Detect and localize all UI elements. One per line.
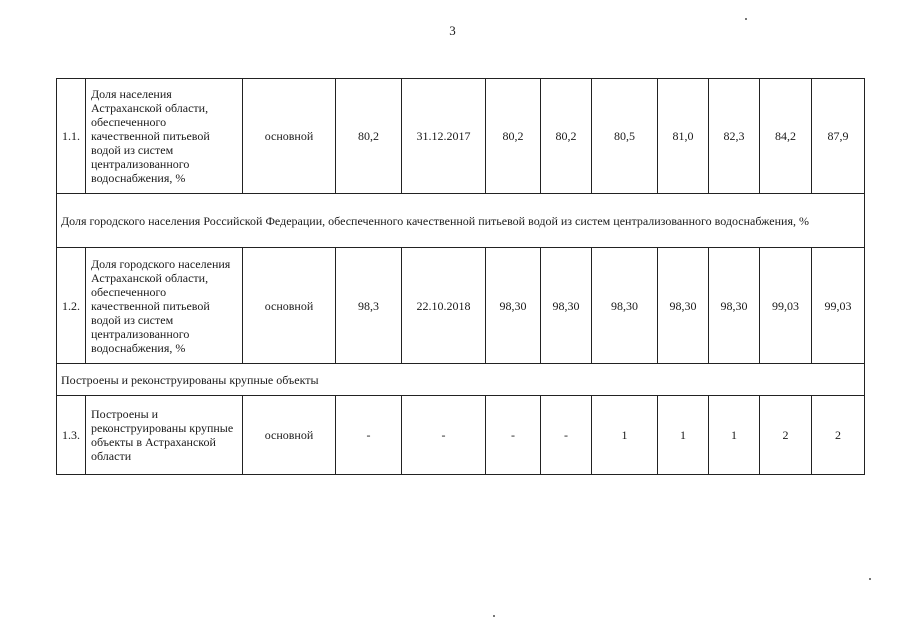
base-date: - (402, 396, 486, 475)
indicator-type: основной (243, 248, 336, 364)
year-value: 1 (709, 396, 760, 475)
scan-speck (869, 578, 871, 580)
base-date: 22.10.2018 (402, 248, 486, 364)
year-value: 98,30 (658, 248, 709, 364)
year-value: 98,30 (486, 248, 541, 364)
table-row (57, 248, 865, 364)
row-number: 1.1. (57, 79, 86, 194)
year-value: 81,0 (658, 79, 709, 194)
year-value: 1 (592, 396, 658, 475)
section-title: Построены и реконструированы крупные объекты (57, 364, 865, 396)
section-title: Доля городского населения Российской Федерации, обеспеченного качественной питьевой водой из систем централизованного водоснабжения, % (57, 194, 865, 248)
year-value: 80,2 (486, 79, 541, 194)
row-number: 1.2. (57, 248, 86, 364)
year-value: 82,3 (709, 79, 760, 194)
year-value: 2 (760, 396, 812, 475)
year-value: - (486, 396, 541, 475)
scan-speck (745, 18, 747, 20)
row-number: 1.3. (57, 396, 86, 475)
base-date: 31.12.2017 (402, 79, 486, 194)
year-value: 99,03 (812, 248, 865, 364)
year-value: 80,2 (541, 79, 592, 194)
section-row (57, 194, 865, 248)
year-value: 80,5 (592, 79, 658, 194)
year-value: - (541, 396, 592, 475)
year-value: 98,30 (709, 248, 760, 364)
indicator-type: основной (243, 79, 336, 194)
indicator-type: основной (243, 396, 336, 475)
table-row (57, 79, 865, 194)
indicator-name: Доля городского населения Астраханской области, обеспеченного качественной питьевой водой из систем централизованного водоснабжения, % (86, 248, 243, 364)
year-value: 99,03 (760, 248, 812, 364)
year-value: 84,2 (760, 79, 812, 194)
year-value: 1 (658, 396, 709, 475)
year-value: 87,9 (812, 79, 865, 194)
base-value: - (336, 396, 402, 475)
year-value: 98,30 (592, 248, 658, 364)
year-value: 2 (812, 396, 865, 475)
page-number: 3 (449, 23, 456, 38)
base-value: 98,3 (336, 248, 402, 364)
indicator-name: Построены и реконструированы крупные объекты в Астраханской области (86, 396, 243, 475)
indicators-table (56, 78, 865, 475)
year-value: 98,30 (541, 248, 592, 364)
indicator-name: Доля населения Астраханской области, обеспеченного качественной питьевой водой из систем централизованного водоснабжения, % (86, 79, 243, 194)
table-row (57, 396, 865, 475)
section-row (57, 364, 865, 396)
scan-speck (493, 615, 495, 617)
base-value: 80,2 (336, 79, 402, 194)
